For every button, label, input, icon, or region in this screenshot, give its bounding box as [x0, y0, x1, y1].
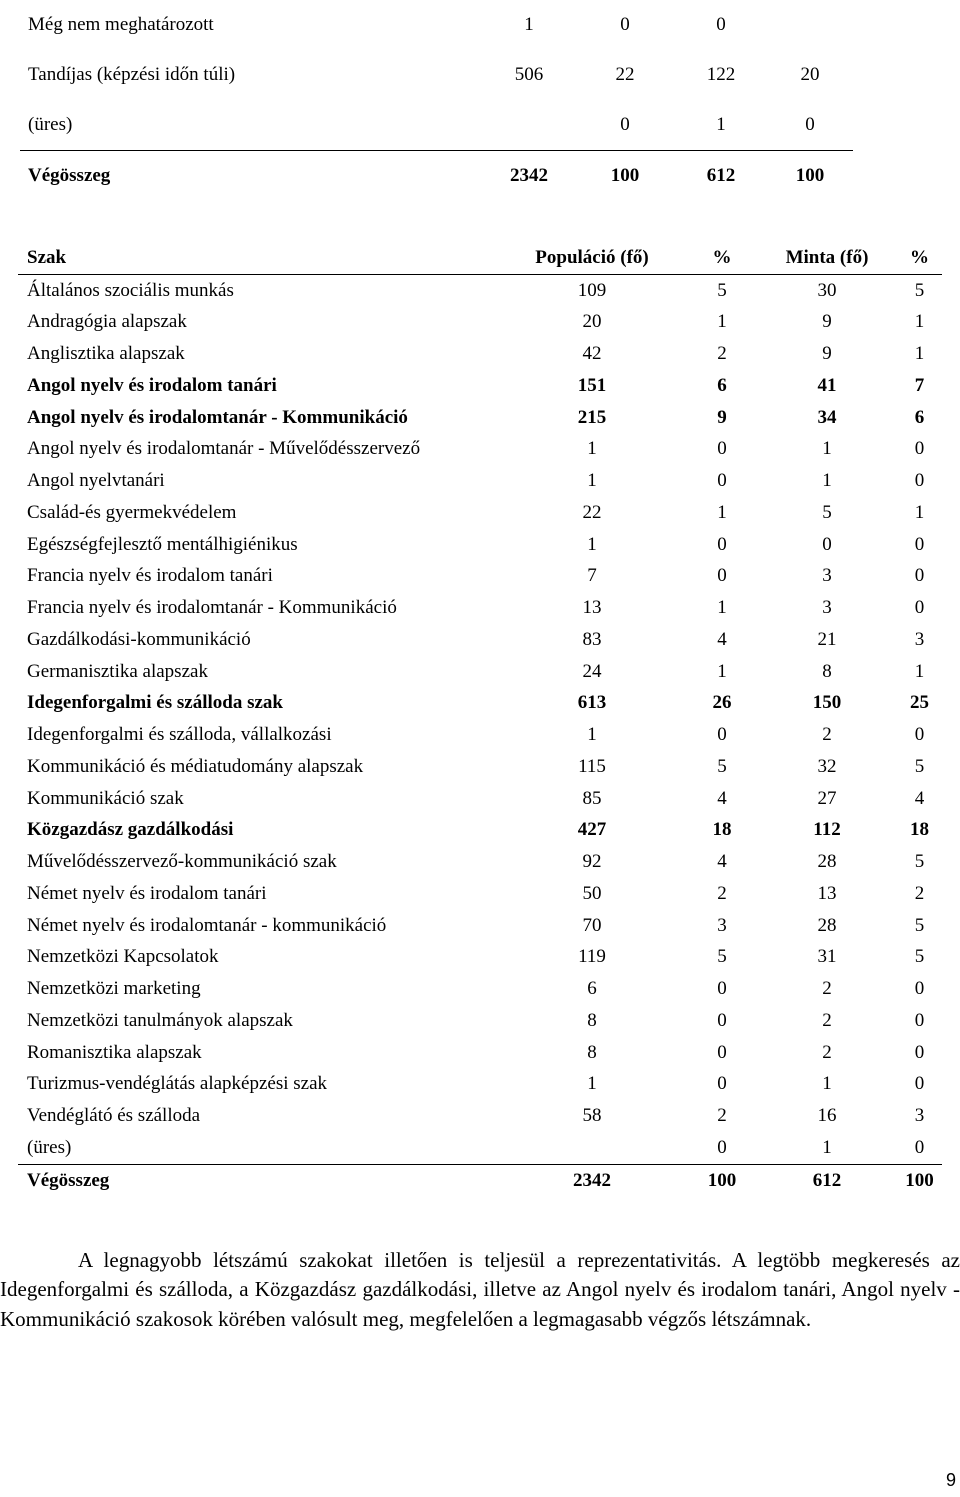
- row-value: 0: [717, 978, 727, 1000]
- row-value: 42: [582, 343, 602, 365]
- row-value: 1: [524, 14, 534, 35]
- table-row: [18, 465, 942, 497]
- row-value: 109: [577, 279, 607, 301]
- row-value: 85: [582, 787, 602, 809]
- row-label: Még nem meghatározott: [28, 14, 214, 35]
- row-value: 3: [822, 565, 832, 587]
- row-label: Nemzetközi marketing: [27, 978, 201, 1000]
- row-value: 8: [587, 1041, 597, 1063]
- table-row: [18, 561, 942, 593]
- row-label: Család-és gyermekvédelem: [27, 501, 237, 523]
- table-row: [18, 656, 942, 688]
- row-label: Nemzetközi tanulmányok alapszak: [27, 1009, 293, 1031]
- row-value: 0: [914, 1041, 925, 1063]
- row-value: 0: [914, 533, 925, 555]
- table-row: [18, 529, 942, 561]
- row-value: 21: [817, 628, 837, 650]
- row-value: 9: [822, 311, 832, 333]
- row-value: 18: [910, 819, 929, 841]
- row-value: 100: [707, 1169, 737, 1191]
- table-row: [18, 1037, 942, 1069]
- row-value: 2: [822, 1041, 832, 1063]
- row-value: 5: [822, 501, 832, 523]
- row-value: 215: [577, 406, 607, 428]
- table-row: [18, 402, 942, 434]
- row-label: Angol nyelv és irodalomtanár - Kommunikáció: [27, 406, 408, 428]
- header-population: Populáció (fő): [497, 242, 687, 274]
- body-paragraph: [0, 1246, 960, 1334]
- row-value: 100: [610, 165, 640, 186]
- row-value: 0: [914, 1073, 925, 1095]
- row-value: 0: [717, 1009, 727, 1031]
- row-label: Német nyelv és irodalomtanár - kommunikáció: [27, 914, 387, 936]
- row-value: 2342: [510, 165, 548, 186]
- page-number: 9: [945, 1470, 956, 1490]
- table-row: [20, 50, 853, 100]
- row-value: 7: [914, 374, 925, 396]
- table-row: [18, 1164, 942, 1196]
- row-label: (üres): [20, 100, 483, 151]
- row-value: 2: [914, 882, 925, 904]
- row-label: Gazdálkodási-kommunikáció: [27, 628, 251, 650]
- row-value: 50: [582, 882, 602, 904]
- row-value: 0: [717, 1041, 727, 1063]
- table-row: [20, 100, 853, 151]
- table-row: [18, 719, 942, 751]
- row-label: Germanisztika alapszak: [27, 660, 208, 682]
- row-value: 4: [717, 787, 727, 809]
- table-row: [18, 910, 942, 942]
- table-majors: [18, 242, 942, 1197]
- row-value: 34: [817, 406, 837, 428]
- table-row: [18, 1005, 942, 1037]
- row-value: 1: [914, 311, 925, 333]
- row-value: 0: [897, 1132, 942, 1164]
- row-value: 5: [717, 279, 727, 301]
- row-value: 0: [717, 724, 727, 746]
- row-value: 6: [717, 374, 727, 396]
- row-value: 9: [717, 406, 727, 428]
- row-value: [483, 100, 575, 151]
- row-label: Nemzetközi Kapcsolatok: [27, 946, 219, 968]
- row-value: 6: [914, 406, 925, 428]
- table-row: [18, 815, 942, 847]
- row-value: 1: [587, 533, 597, 555]
- row-value: 1: [822, 438, 832, 460]
- row-value: 0: [620, 14, 630, 35]
- row-value: [497, 1132, 687, 1164]
- header-sample: Minta (fő): [757, 242, 897, 274]
- table-row: [18, 434, 942, 466]
- row-value: 2: [822, 724, 832, 746]
- row-value: 1: [587, 1073, 597, 1095]
- row-value: 3: [822, 597, 832, 619]
- row-label: Romanisztika alapszak: [27, 1041, 202, 1063]
- row-value: 5: [914, 851, 925, 873]
- row-value: 5: [914, 914, 925, 936]
- row-value: 0: [914, 724, 925, 746]
- table-row: [18, 688, 942, 720]
- row-value: 0: [687, 1132, 757, 1164]
- row-value: 115: [578, 755, 606, 777]
- row-value: 0: [767, 100, 853, 151]
- row-value: 1: [717, 660, 727, 682]
- row-value: 150: [812, 692, 842, 714]
- row-value: 0: [914, 565, 925, 587]
- row-value: 0: [717, 533, 727, 555]
- row-value: 4: [717, 628, 727, 650]
- row-value: 1: [587, 724, 597, 746]
- row-value: 5: [914, 279, 925, 301]
- table-row: [18, 497, 942, 529]
- row-value: 613: [577, 692, 607, 714]
- row-value: 112: [813, 819, 841, 841]
- row-value: 9: [822, 343, 832, 365]
- row-value: 0: [914, 438, 925, 460]
- row-value: 0: [716, 14, 726, 35]
- row-value: 8: [587, 1009, 597, 1031]
- table-top: [20, 0, 853, 201]
- row-label: Végösszeg: [27, 1169, 110, 1191]
- row-value: 122: [706, 64, 736, 85]
- row-value: 16: [817, 1105, 837, 1127]
- row-value: 8: [822, 660, 832, 682]
- row-value: 83: [582, 628, 602, 650]
- row-value: 0: [914, 978, 925, 1000]
- row-label: Kommunikáció szak: [27, 787, 184, 809]
- row-value: 20: [800, 64, 820, 85]
- row-value: 1: [757, 1132, 897, 1164]
- table-row: [20, 151, 853, 202]
- row-value: 2: [822, 978, 832, 1000]
- row-value: 612: [812, 1169, 842, 1191]
- row-value: 26: [712, 692, 732, 714]
- row-value: 22: [582, 501, 602, 523]
- row-value: 100: [795, 165, 825, 186]
- row-value: 18: [712, 819, 732, 841]
- row-value: 1: [914, 343, 925, 365]
- row-value: 1: [822, 470, 832, 492]
- table-row: [20, 0, 853, 50]
- row-value: 612: [706, 165, 736, 186]
- row-value: 6: [587, 978, 597, 1000]
- row-value: 2: [717, 1105, 727, 1127]
- row-value: 5: [717, 755, 727, 777]
- row-value: 0: [914, 1009, 925, 1031]
- row-value: 1: [587, 438, 597, 460]
- row-value: 2: [717, 343, 727, 365]
- row-value: 506: [514, 64, 544, 85]
- row-value: 1: [587, 470, 597, 492]
- table-row: [18, 307, 942, 339]
- row-value: 1: [717, 597, 727, 619]
- row-label: Német nyelv és irodalom tanári: [27, 882, 267, 904]
- table-row: [18, 1100, 942, 1132]
- row-value: 70: [582, 914, 602, 936]
- table-row: [18, 370, 942, 402]
- row-label: Idegenforgalmi és szálloda szak: [27, 692, 283, 714]
- table-row: [18, 338, 942, 370]
- row-value: 58: [582, 1105, 602, 1127]
- row-label: Általános szociális munkás: [27, 279, 234, 301]
- row-label: Egészségfejlesztő mentálhigiénikus: [27, 533, 298, 555]
- row-label: Francia nyelv és irodalom tanári: [27, 565, 273, 587]
- table-row: [18, 592, 942, 624]
- row-label: Kommunikáció és médiatudomány alapszak: [27, 755, 364, 777]
- row-value: 0: [822, 533, 832, 555]
- row-value: 25: [910, 692, 929, 714]
- row-label: Vendéglátó és szálloda: [27, 1105, 201, 1127]
- row-value: 13: [582, 597, 602, 619]
- row-value: 24: [582, 660, 602, 682]
- row-value: 1: [675, 100, 767, 151]
- table-row: [18, 783, 942, 815]
- table-row: [18, 624, 942, 656]
- row-value: 27: [817, 787, 837, 809]
- paragraph-text: A legnagyobb létszámú szakokat illetően is teljesül a reprezentativitás. A legtöbb megkeresés az Idegenforgalmi és szálloda, a Közgazdász gazdálkodási, illetve az Angol nyelv és irodalom tanári, Angol nyelv - Kommunikáció szakosok körében valósult meg, megfelelően a legmagasabb végzős létszámnak.: [0, 1248, 960, 1331]
- row-value: 20: [582, 311, 602, 333]
- row-value: 5: [914, 946, 925, 968]
- table-row: [18, 274, 942, 306]
- table-top-body: [20, 0, 853, 201]
- row-label: Angol nyelvtanári: [27, 470, 165, 492]
- row-value: 2342: [573, 1169, 611, 1191]
- row-label: Végösszeg: [28, 165, 111, 186]
- row-value: 28: [817, 914, 837, 936]
- row-value: 5: [914, 755, 925, 777]
- row-value: 13: [817, 882, 837, 904]
- row-value: 0: [717, 565, 727, 587]
- header-szak: Szak: [18, 242, 497, 274]
- row-value: 1: [717, 501, 727, 523]
- row-label: Francia nyelv és irodalomtanár - Kommunikáció: [27, 597, 397, 619]
- row-value: 119: [578, 946, 606, 968]
- row-label: Andragógia alapszak: [27, 311, 187, 333]
- row-value: 0: [717, 470, 727, 492]
- table-row: [18, 1132, 942, 1164]
- row-label: Tandíjas (képzési időn túli): [28, 64, 236, 85]
- row-value: 3: [914, 1105, 925, 1127]
- row-value: 0: [717, 438, 727, 460]
- row-label: Közgazdász gazdálkodási: [27, 819, 234, 841]
- header-percent-2: %: [897, 242, 942, 274]
- row-value: 31: [817, 946, 837, 968]
- row-value: 1: [914, 660, 925, 682]
- row-value: [767, 0, 853, 50]
- table-row: [18, 846, 942, 878]
- row-value: 100: [905, 1169, 934, 1191]
- row-value: 2: [822, 1009, 832, 1031]
- row-value: 4: [717, 851, 727, 873]
- row-label: Művelődésszervező-kommunikáció szak: [27, 851, 337, 873]
- row-value: 41: [817, 374, 837, 396]
- table-row: [18, 1069, 942, 1101]
- row-value: 3: [717, 914, 727, 936]
- row-value: 0: [575, 100, 675, 151]
- row-value: 1: [914, 501, 925, 523]
- row-value: 427: [577, 819, 607, 841]
- row-value: 3: [914, 628, 925, 650]
- row-label: Angol nyelv és irodalom tanári: [27, 374, 277, 396]
- row-value: 0: [914, 597, 925, 619]
- row-value: 30: [817, 279, 837, 301]
- row-value: 7: [587, 565, 597, 587]
- table-row: [18, 751, 942, 783]
- row-value: 32: [817, 755, 837, 777]
- header-percent: %: [687, 242, 757, 274]
- table-row: [18, 942, 942, 974]
- row-value: 28: [817, 851, 837, 873]
- row-value: 0: [914, 470, 925, 492]
- row-value: 2: [717, 882, 727, 904]
- row-label: Anglisztika alapszak: [27, 343, 185, 365]
- row-value: 1: [717, 311, 727, 333]
- row-label: Idegenforgalmi és szálloda, vállalkozási: [27, 724, 332, 746]
- table-row: [18, 973, 942, 1005]
- row-value: 5: [717, 946, 727, 968]
- row-value: 4: [914, 787, 925, 809]
- row-value: 92: [582, 851, 602, 873]
- table-header-row: [18, 242, 942, 274]
- row-label: Turizmus-vendéglátás alapképzési szak: [27, 1073, 328, 1095]
- row-label: Angol nyelv és irodalomtanár - Művelődésszervező: [27, 438, 421, 460]
- table-majors-body: [18, 242, 942, 1197]
- row-value: 151: [577, 374, 607, 396]
- row-value: 0: [717, 1073, 727, 1095]
- row-value: 1: [822, 1073, 832, 1095]
- table-row: [18, 878, 942, 910]
- row-value: 22: [615, 64, 635, 85]
- row-label: (üres): [18, 1132, 497, 1164]
